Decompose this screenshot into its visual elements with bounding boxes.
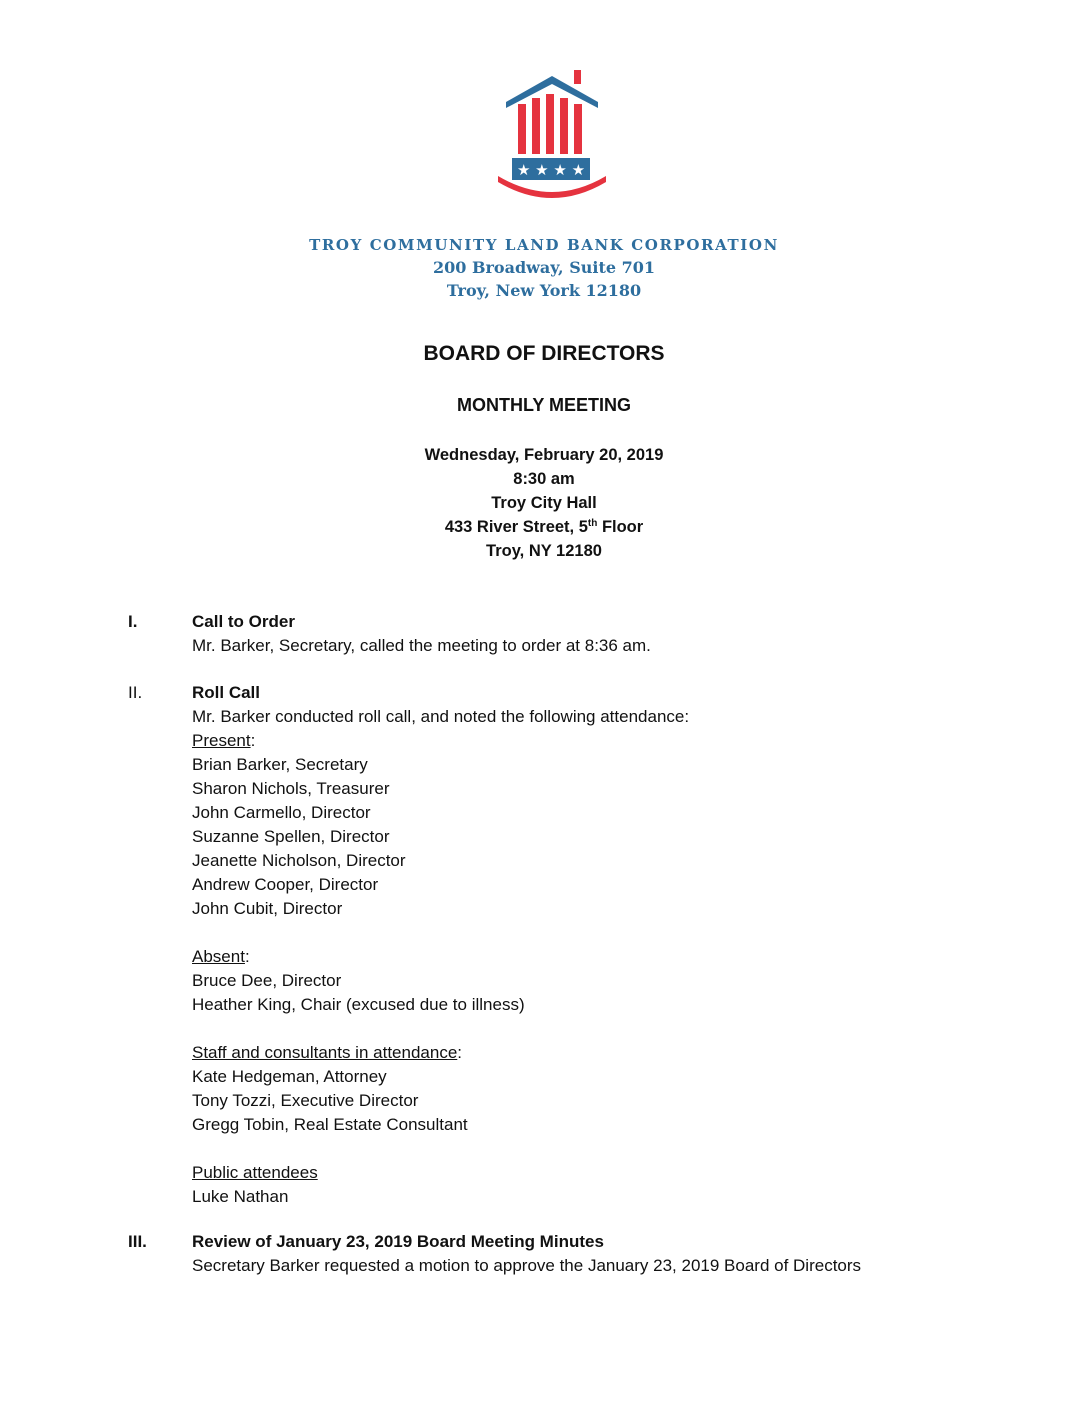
section-text: Secretary Barker requested a motion to approve the January 23, 2019 Board of Directors	[192, 1256, 862, 1275]
land-bank-building-logo	[494, 68, 610, 204]
meeting-city: Troy, NY 12180	[486, 542, 602, 560]
section-heading: Review of January 23, 2019 Board Meeting Minutes	[192, 1232, 604, 1251]
attendee-present: John Carmello, Director	[192, 803, 371, 822]
meeting-details	[0, 443, 1088, 563]
attendee-present: Brian Barker, Secretary	[192, 755, 368, 774]
absent-label: Absent:	[192, 947, 250, 966]
attendee-present: Sharon Nichols, Treasurer	[192, 779, 390, 798]
public-attendee: Luke Nathan	[192, 1187, 289, 1206]
document-subtitle: MONTHLY MEETING	[456, 395, 631, 415]
public-label: Public attendees	[192, 1163, 318, 1182]
section-heading: Roll Call	[192, 683, 261, 702]
attendee-absent: Bruce Dee, Director	[192, 971, 342, 990]
svg-text:★ ★ ★ ★: ★ ★ ★ ★	[516, 161, 586, 179]
attendee-present: John Cubit, Director	[192, 899, 343, 918]
roll-call-intro: Mr. Barker conducted roll call, and noted the following attendance:	[192, 707, 690, 726]
section-heading: Call to Order	[192, 612, 295, 631]
attendee-absent: Heather King, Chair (excused due to illness)	[192, 995, 525, 1014]
attendee-present: Andrew Cooper, Director	[192, 875, 379, 894]
staff-attendee: Tony Tozzi, Executive Director	[192, 1091, 419, 1110]
section-number: III.	[128, 1232, 147, 1251]
staff-attendee: Gregg Tobin, Real Estate Consultant	[192, 1115, 468, 1134]
document-title: BOARD OF DIRECTORS	[423, 342, 665, 365]
section-number: I.	[128, 612, 138, 631]
section-text: Mr. Barker, Secretary, called the meeting to order at 8:36 am.	[192, 636, 651, 655]
present-label: Present:	[192, 731, 256, 750]
meeting-date: Wednesday, February 20, 2019	[424, 446, 664, 464]
attendee-present: Suzanne Spellen, Director	[192, 827, 390, 846]
attendee-present: Jeanette Nicholson, Director	[192, 851, 406, 870]
organization-address-line2: Troy, New York 12180	[446, 281, 642, 300]
section-number: II.	[128, 683, 143, 702]
organization-address-line1: 200 Broadway, Suite 701	[433, 258, 655, 277]
meeting-time: 8:30 am	[513, 470, 575, 488]
meeting-address: 433 River Street, 5th Floor	[444, 518, 644, 536]
meeting-venue: Troy City Hall	[491, 494, 597, 512]
organization-name: TROY COMMUNITY LAND BANK CORPORATION	[309, 236, 779, 254]
staff-label: Staff and consultants in attendance:	[192, 1043, 463, 1062]
staff-attendee: Kate Hedgeman, Attorney	[192, 1067, 387, 1086]
